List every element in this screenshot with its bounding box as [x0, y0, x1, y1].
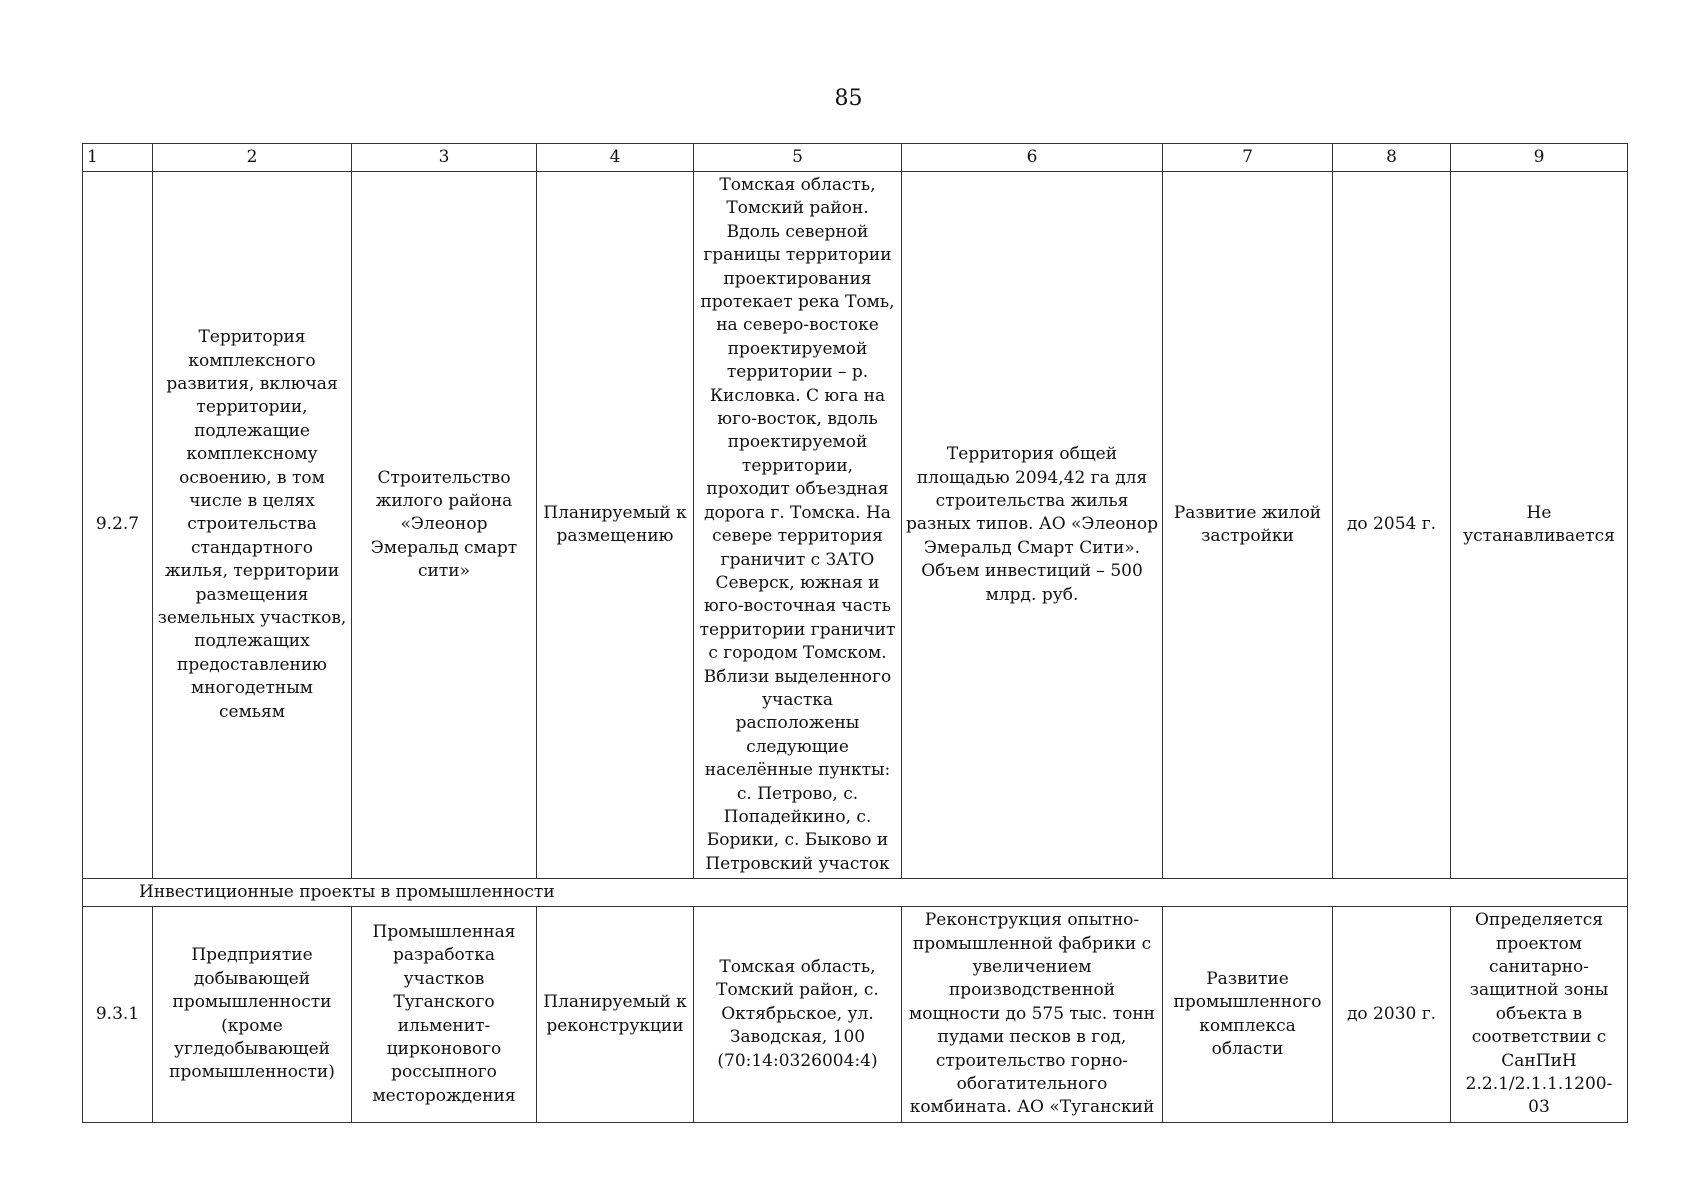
object-deadline: до 2054 г. — [1333, 172, 1451, 879]
table-row — [83, 907, 1628, 1123]
table-row — [83, 172, 1628, 879]
object-status: Планируемый к размещению — [537, 172, 694, 879]
object-characteristics: Реконструкция опытно-промышленной фабрики с увеличением производственной мощности до 575 тыс. тонн пудами песков в год, строительство горно-обогатительного комбината. АО «Туганский — [908, 910, 1155, 1118]
object-location: Томская область, Томский район. Вдоль северной границы территории проектирования протекает река Томь, на северо-востоке проектируемой территории – р. Кисловка. С юга на юго-восток, вдоль проектируемой территории, проходит объездная дорога г. Томска. На севере территория граничит с ЗАТО Северск, южная и юго-восточная часть территории граничит с городом Томском. Вблизи выделенного участка расположены следующие населённые пункты: с. Петрово, с. Попадейкино, с. Борики, с. Быково и Петровский участок — [694, 172, 902, 879]
object-characteristics-cell — [902, 907, 1163, 1123]
object-name: Предприятие добывающей промышленности (кроме угледобывающей промышленности) — [153, 907, 352, 1123]
column-number: 3 — [352, 144, 537, 172]
object-location: Томская область, Томский район, с. Октябрьское, ул. Заводская, 100 (70:14:0326004:4) — [694, 907, 902, 1123]
project-name: Промышленная разработка участков Туганского ильменит-цирконового россыпного месторождения — [352, 907, 537, 1123]
column-number: 4 — [537, 144, 694, 172]
object-characteristics: Территория общей площадью 2094,42 га для строительства жилья разных типов. АО «Элеонор Эмеральд Смарт Сити». Объем инвестиций – 500 млрд. руб. — [902, 172, 1163, 879]
object-purpose: Развитие жилой застройки — [1163, 172, 1333, 879]
object-zone: Определяется проектом санитарно-защитной зоны объекта в соответствии с СанПиН 2.2.1/2.1.1.1200-03 — [1451, 907, 1628, 1123]
column-number: 9 — [1451, 144, 1628, 172]
object-status: Планируемый к реконструкции — [537, 907, 694, 1123]
row-number: 9.2.7 — [83, 172, 153, 879]
section-title: Инвестиционные проекты в промышленности — [83, 879, 1628, 907]
column-number: 6 — [902, 144, 1163, 172]
row-number: 9.3.1 — [83, 907, 153, 1123]
object-purpose: Развитие промышленного комплекса области — [1163, 907, 1333, 1123]
section-row — [83, 879, 1628, 907]
column-number-row — [83, 144, 1628, 172]
column-number: 5 — [694, 144, 902, 172]
object-zone: Не устанавливается — [1451, 172, 1628, 879]
object-characteristics-clip — [906, 909, 1158, 1118]
object-deadline: до 2030 г. — [1333, 907, 1451, 1123]
column-number: 7 — [1163, 144, 1333, 172]
column-number: 8 — [1333, 144, 1451, 172]
project-name: Строительство жилого района «Элеонор Эмеральд смарт сити» — [352, 172, 537, 879]
projects-table — [82, 143, 1628, 1123]
page-number: 85 — [834, 86, 863, 111]
column-number: 2 — [153, 144, 352, 172]
object-name: Территория комплексного развития, включая территории, подлежащие комплексному освоению, в том числе в целях строительства стандартного жилья, территории размещения земельных участков, подлежащих предоставлению многодетным семьям — [153, 172, 352, 879]
column-number: 1 — [83, 144, 153, 172]
